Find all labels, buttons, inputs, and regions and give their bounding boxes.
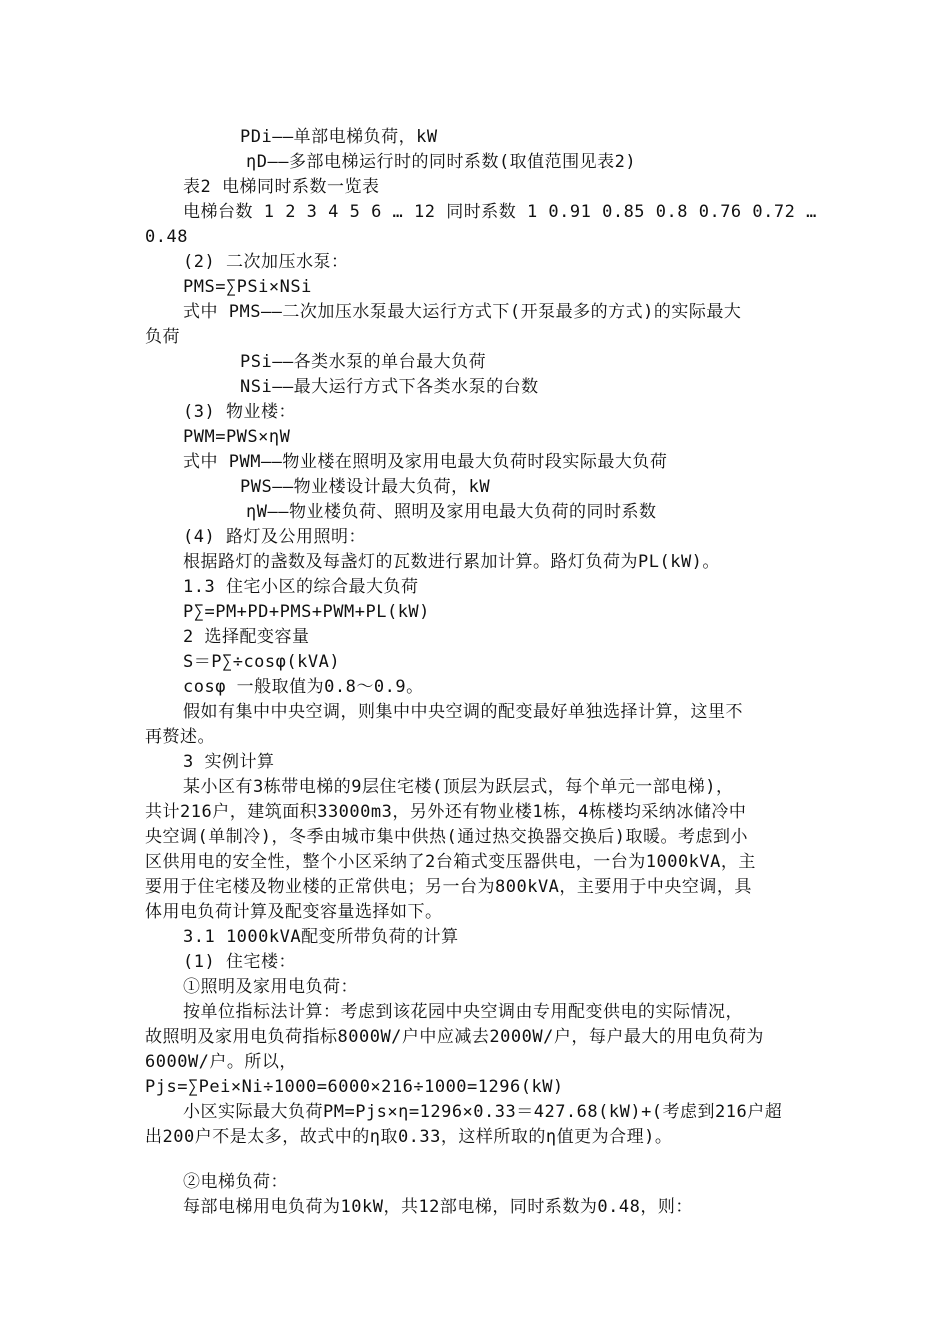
text-line: 根据路灯的盏数及每盏灯的瓦数进行累加计算。路灯负荷为PL(kW)。 <box>183 552 720 572</box>
text-line: PDi——单部电梯负荷，kW <box>240 127 438 147</box>
text-line: 某小区有3栋带电梯的9层住宅楼(顶层为跃层式，每个单元一部电梯)， <box>183 777 734 797</box>
text-line: 央空调(单制冷)，冬季由城市集中供热(通过热交换器交换后)取暖。考虑到小 <box>145 827 748 847</box>
text-line: 假如有集中中央空调，则集中中央空调的配变最好单独选择计算，这里不 <box>183 702 743 722</box>
formula: P∑=PM+PD+PMS+PWM+PL(kW) <box>183 602 430 622</box>
text-line: 0.48 <box>145 227 188 247</box>
section-heading: 3 实例计算 <box>183 752 275 772</box>
text-line: 小区实际最大负荷PM=Pjs×η=1296×0.33＝427.68(kW)+(考虑到216户超 <box>183 1102 783 1122</box>
subsection-heading: (1) 住宅楼： <box>183 952 296 972</box>
text-line: 要用于住宅楼及物业楼的正常供电；另一台为800kVA，主要用于中央空调，具 <box>145 877 752 897</box>
subsection-heading: (2) 二次加压水泵： <box>183 252 349 272</box>
text-line: ②电梯负荷： <box>183 1172 288 1192</box>
formula: PMS=∑PSi×NSi <box>183 277 312 297</box>
text-line: 故照明及家用电负荷指标8000W/户中应减去2000W/户，每户最大的用电负荷为 <box>145 1027 764 1047</box>
text-line: 出200户不是太多，故式中的η取0.33，这样所取的η值更为合理)。 <box>145 1127 673 1147</box>
text-line: PWS——物业楼设计最大负荷，kW <box>240 477 491 497</box>
text-line: 共计216户，建筑面积33000m3，另外还有物业楼1栋，4栋楼均采纳冰储冷中 <box>145 802 747 822</box>
text-line: ηD——多部电梯运行时的同时系数(取值范围见表2) <box>246 152 637 172</box>
text-line: 6000W/户。所以， <box>145 1052 297 1072</box>
text-line: 区供用电的安全性，整个小区采纳了2台箱式变压器供电，一台为1000kVA，主 <box>145 852 756 872</box>
section-heading: 2 选择配变容量 <box>183 627 310 647</box>
text-line: 按单位指标法计算：考虑到该花园中央空调由专用配变供电的实际情况， <box>183 1002 743 1022</box>
text-line: 式中 PMS——二次加压水泵最大运行方式下(开泵最多的方式)的实际最大 <box>183 302 742 322</box>
formula: Pjs=∑Pei×Ni÷1000=6000×216÷1000=1296(kW) <box>145 1077 564 1097</box>
section-heading: 1.3 住宅小区的综合最大负荷 <box>183 577 419 597</box>
text-line: PSi——各类水泵的单台最大负荷 <box>240 352 487 372</box>
text-line: cosφ 一般取值为0.8～0.9。 <box>183 677 424 697</box>
formula: S＝P∑÷cosφ(kVA) <box>183 652 341 672</box>
text-line: 电梯台数 1 2 3 4 5 6 … 12 同时系数 1 0.91 0.85 0.8 0.76 0.72 … <box>183 202 817 222</box>
text-line: 每部电梯用电负荷为10kW，共12部电梯，同时系数为0.48，则： <box>183 1197 693 1217</box>
text-line: 负荷 <box>145 327 180 347</box>
text-line: ①照明及家用电负荷： <box>183 977 358 997</box>
text-line: NSi——最大运行方式下各类水泵的台数 <box>240 377 539 397</box>
text-line: ηW——物业楼负荷、照明及家用电最大负荷的同时系数 <box>246 502 657 522</box>
text-line: 再赘述。 <box>145 727 215 747</box>
section-heading: 3.1 1000kVA配变所带负荷的计算 <box>183 927 459 947</box>
text-line: 体用电负荷计算及配变容量选择如下。 <box>145 902 443 922</box>
subsection-heading: (3) 物业楼： <box>183 402 296 422</box>
subsection-heading: (4) 路灯及公用照明： <box>183 527 366 547</box>
formula: PWM=PWS×ηW <box>183 427 291 447</box>
text-line: 式中 PWM——物业楼在照明及家用电最大负荷时段实际最大负荷 <box>183 452 668 472</box>
table-caption: 表2 电梯同时系数一览表 <box>183 177 380 197</box>
